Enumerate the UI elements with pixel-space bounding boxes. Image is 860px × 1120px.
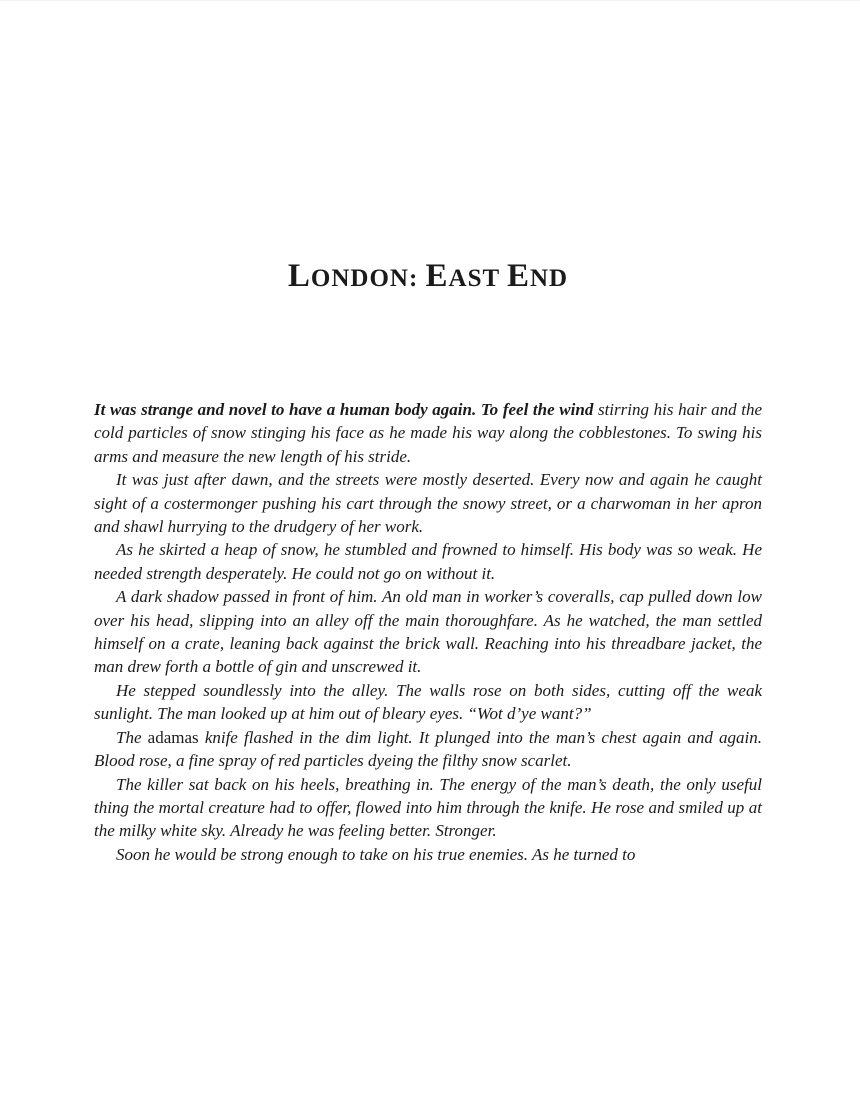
paragraph-segment: Soon he would be strong enough to take on his true enemies. As he turned to bbox=[116, 844, 636, 864]
paragraph-segment: The killer sat back on his heels, breathing in. The energy of the man’s death, the only useful thing the mortal creature had to offer, flowed into him through the knife. He rose and smiled up at the milky white sky. Already he was feeling better. Stronger. bbox=[94, 774, 762, 841]
paragraph-segment: The bbox=[116, 727, 148, 747]
chapter-title bbox=[0, 256, 860, 298]
paragraph bbox=[94, 538, 762, 585]
paragraph bbox=[94, 398, 762, 468]
paragraph-segment: As he skirted a heap of snow, he stumbled and frowned to himself. His body was so weak. He needed strength desperately. He could not go on without it. bbox=[94, 540, 762, 583]
paragraph-segment: It was strange and novel to have a human body again. To feel the wind bbox=[94, 400, 598, 419]
paragraph bbox=[94, 726, 762, 773]
paragraph bbox=[94, 843, 762, 866]
chapter-title-part: E bbox=[425, 258, 449, 294]
paragraph-segment: stirring his hair and the cold particles of snow stinging his face as he made his way along the cobblestones. To swing his arms and measure the new length of his stride. bbox=[94, 400, 762, 466]
paragraph-segment: It was just after dawn, and the streets were mostly deserted. Every now and again he caught sight of a costermonger pushing his cart through the snowy street, or a charwoman in her apron and shawl hurrying to the drudgery of her work. bbox=[94, 470, 762, 537]
chapter-title-part: AST bbox=[448, 265, 507, 292]
chapter-title-part: L bbox=[287, 258, 311, 294]
paragraph-segment: knife flashed in the dim light. It plunged into the man’s chest again and again. Blood rose, a fine spray of red particles dyeing the filthy snow scarlet. bbox=[94, 727, 762, 771]
paragraph bbox=[94, 679, 762, 726]
chapter-body bbox=[0, 398, 860, 866]
paragraph bbox=[94, 585, 762, 679]
chapter-title-part: E bbox=[506, 258, 530, 294]
paragraph bbox=[94, 773, 762, 843]
paragraph-segment: adamas bbox=[147, 727, 199, 747]
paragraph-segment: He stepped soundlessly into the alley. The walls rose on both sides, cutting off the weak sunlight. The man looked up at him out of bleary eyes. “Wot d’ye want?” bbox=[94, 680, 762, 724]
chapter-title-part: ONDON: bbox=[310, 265, 426, 292]
chapter-title-part: ND bbox=[530, 265, 569, 292]
paragraph bbox=[94, 468, 762, 538]
paragraph-segment: A dark shadow passed in front of him. An old man in worker’s coveralls, cap pulled down low over his head, slipping into an alley off the main thoroughfare. As he watched, the man settled himself on a crate, leaning back against the brick wall. Reaching into his threadbare jacket, the man drew forth a bottle of gin and unscrewed it. bbox=[94, 587, 762, 677]
